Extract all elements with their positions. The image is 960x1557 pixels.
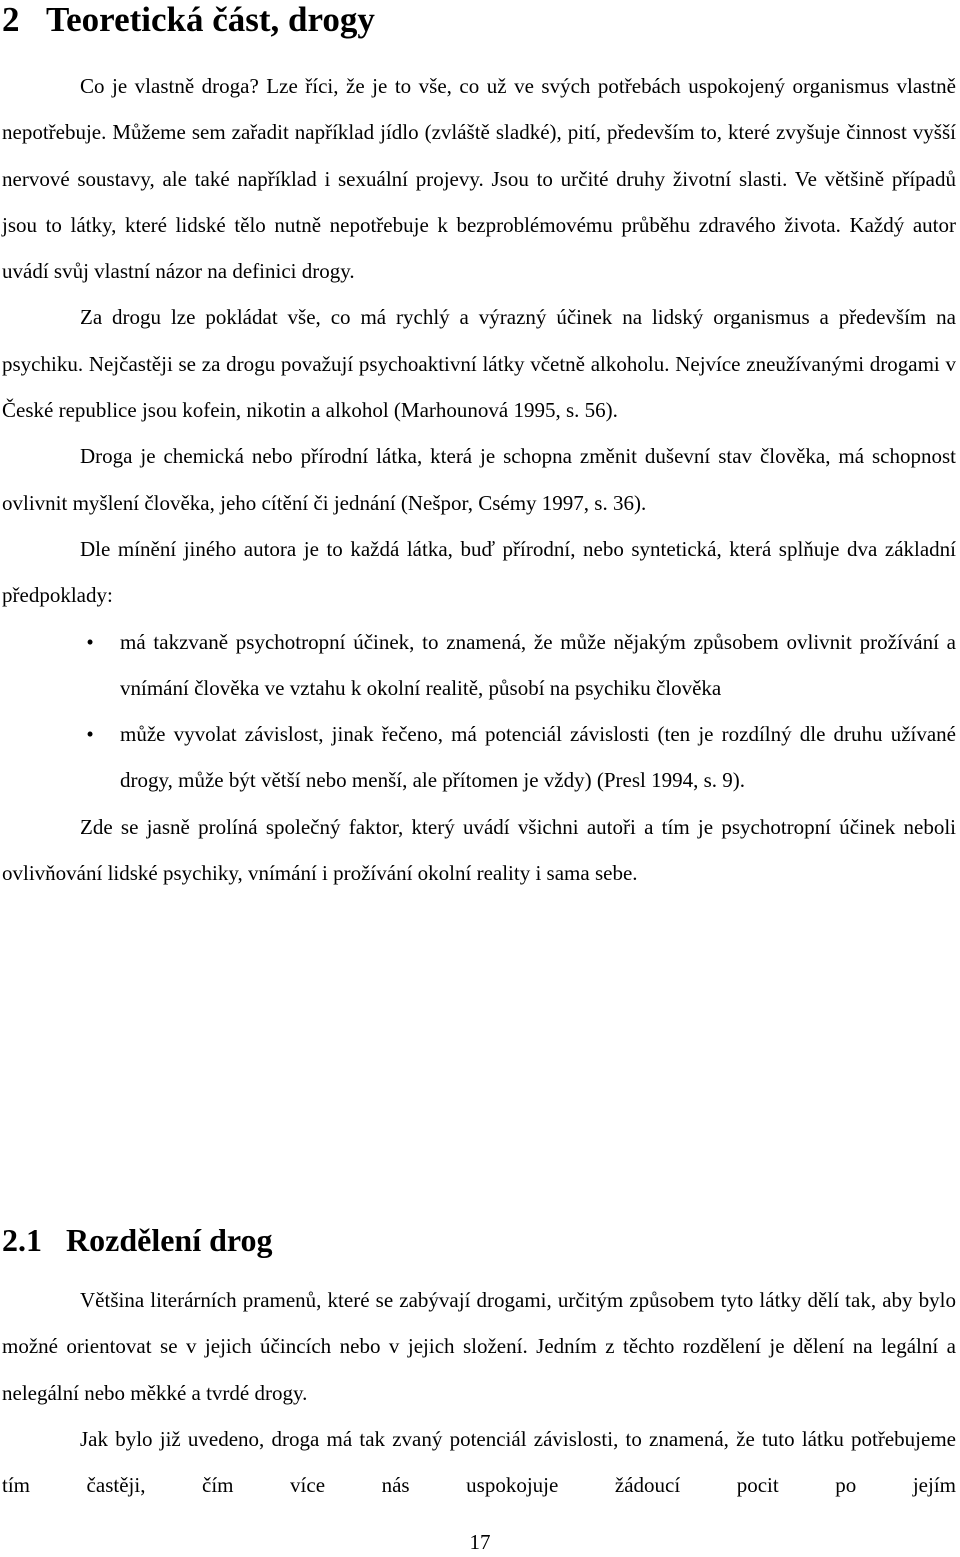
bullet-icon: • bbox=[86, 722, 94, 747]
subsection-title: Rozdělení drog bbox=[66, 1222, 273, 1258]
paragraph-classification: Většina literárních pramenů, které se zabývají drogami, určitým způsobem tyto látky dělí tak, aby bylo možné orientovat se v jejich účincích nebo v jejich složení. Jedním z těchto rozdělení je dělení na legální a nelegální nebo měkké a tvrdé drogy. bbox=[2, 1288, 956, 1405]
page-number: 17 bbox=[469, 1530, 491, 1554]
bullet-list bbox=[2, 619, 956, 804]
paragraph-intro: Co je vlastně droga? Lze říci, že je to vše, co už ve svých potřebách uspokojený organismus vlastně nepotřebuje. Můžeme sem zařadit například jídlo (zvláště sladké), pití, především to, které zvyšuje činnost vyšší nervové soustavy, ale také například i sexuální projevy. Jsou to určité druhy životní slasti. Ve většině případů jsou to látky, které lidské tělo nutně nepotřebuje k bezproblémovému průběhu zdravého života. Každý autor uvádí svůj vlastní názor na definici drogy. bbox=[2, 74, 956, 284]
section-title: Teoretická část, drogy bbox=[46, 0, 375, 39]
section-heading bbox=[2, 0, 375, 40]
paragraph-definition: Za drogu lze pokládat vše, co má rychlý a výrazný účinek na lidský organismus a především na psychiku. Nejčastěji se za drogu považují psychoaktivní látky včetně alkoholu. Nejvíce zneužívanými drogami v České republice jsou kofein, nikotin a alkohol (Marhounová 1995, s. 56). bbox=[2, 305, 956, 423]
section-body bbox=[2, 63, 956, 896]
bullet-icon: • bbox=[86, 629, 94, 654]
list-item bbox=[2, 619, 956, 712]
list-item-text: má takzvaně psychotropní účinek, to znamená, že může nějakým způsobem ovlivnit prožívání a vnímání člověka ve vztahu k okolní realitě, působí na psychiku člověka bbox=[120, 629, 956, 700]
paragraph-closing: Zde se jasně prolíná společný faktor, který uvádí všichni autoři a tím je psychotropní účinek neboli ovlivňování lidské psychiky, vnímání i prožívání okolní reality i sama sebe. bbox=[2, 814, 956, 886]
paragraph-chemical: Droga je chemická nebo přírodní látka, která je schopna změnit duševní stav člověka, má schopnost ovlivnit myšlení člověka, jeho cítění či jednání (Nešpor, Csémy 1997, s. 36). bbox=[2, 444, 956, 515]
subsection-number: 2.1 bbox=[2, 1222, 42, 1258]
paragraph-author-opinion: Dle mínění jiného autora je to každá látka, buď přírodní, nebo syntetická, která splňuje dva základní předpoklady: bbox=[2, 536, 956, 608]
subsection-body bbox=[2, 1277, 956, 1508]
subsection-heading bbox=[2, 1220, 273, 1260]
paragraph-dependence: Jak bylo již uvedeno, droga má tak zvaný potenciál závislosti, to znamená, že tuto látku potřebujeme tím častěji, čím více nás uspokojuje žádoucí pocit po jejím bbox=[2, 1426, 956, 1498]
list-item bbox=[2, 711, 956, 804]
list-item-text: může vyvolat závislost, jinak řečeno, má potenciál závislosti (ten je rozdílný dle druhu užívané drogy, může být větší nebo menší, ale přítomen je vždy) (Presl 1994, s. 9). bbox=[120, 722, 956, 793]
section-number: 2 bbox=[2, 0, 20, 39]
